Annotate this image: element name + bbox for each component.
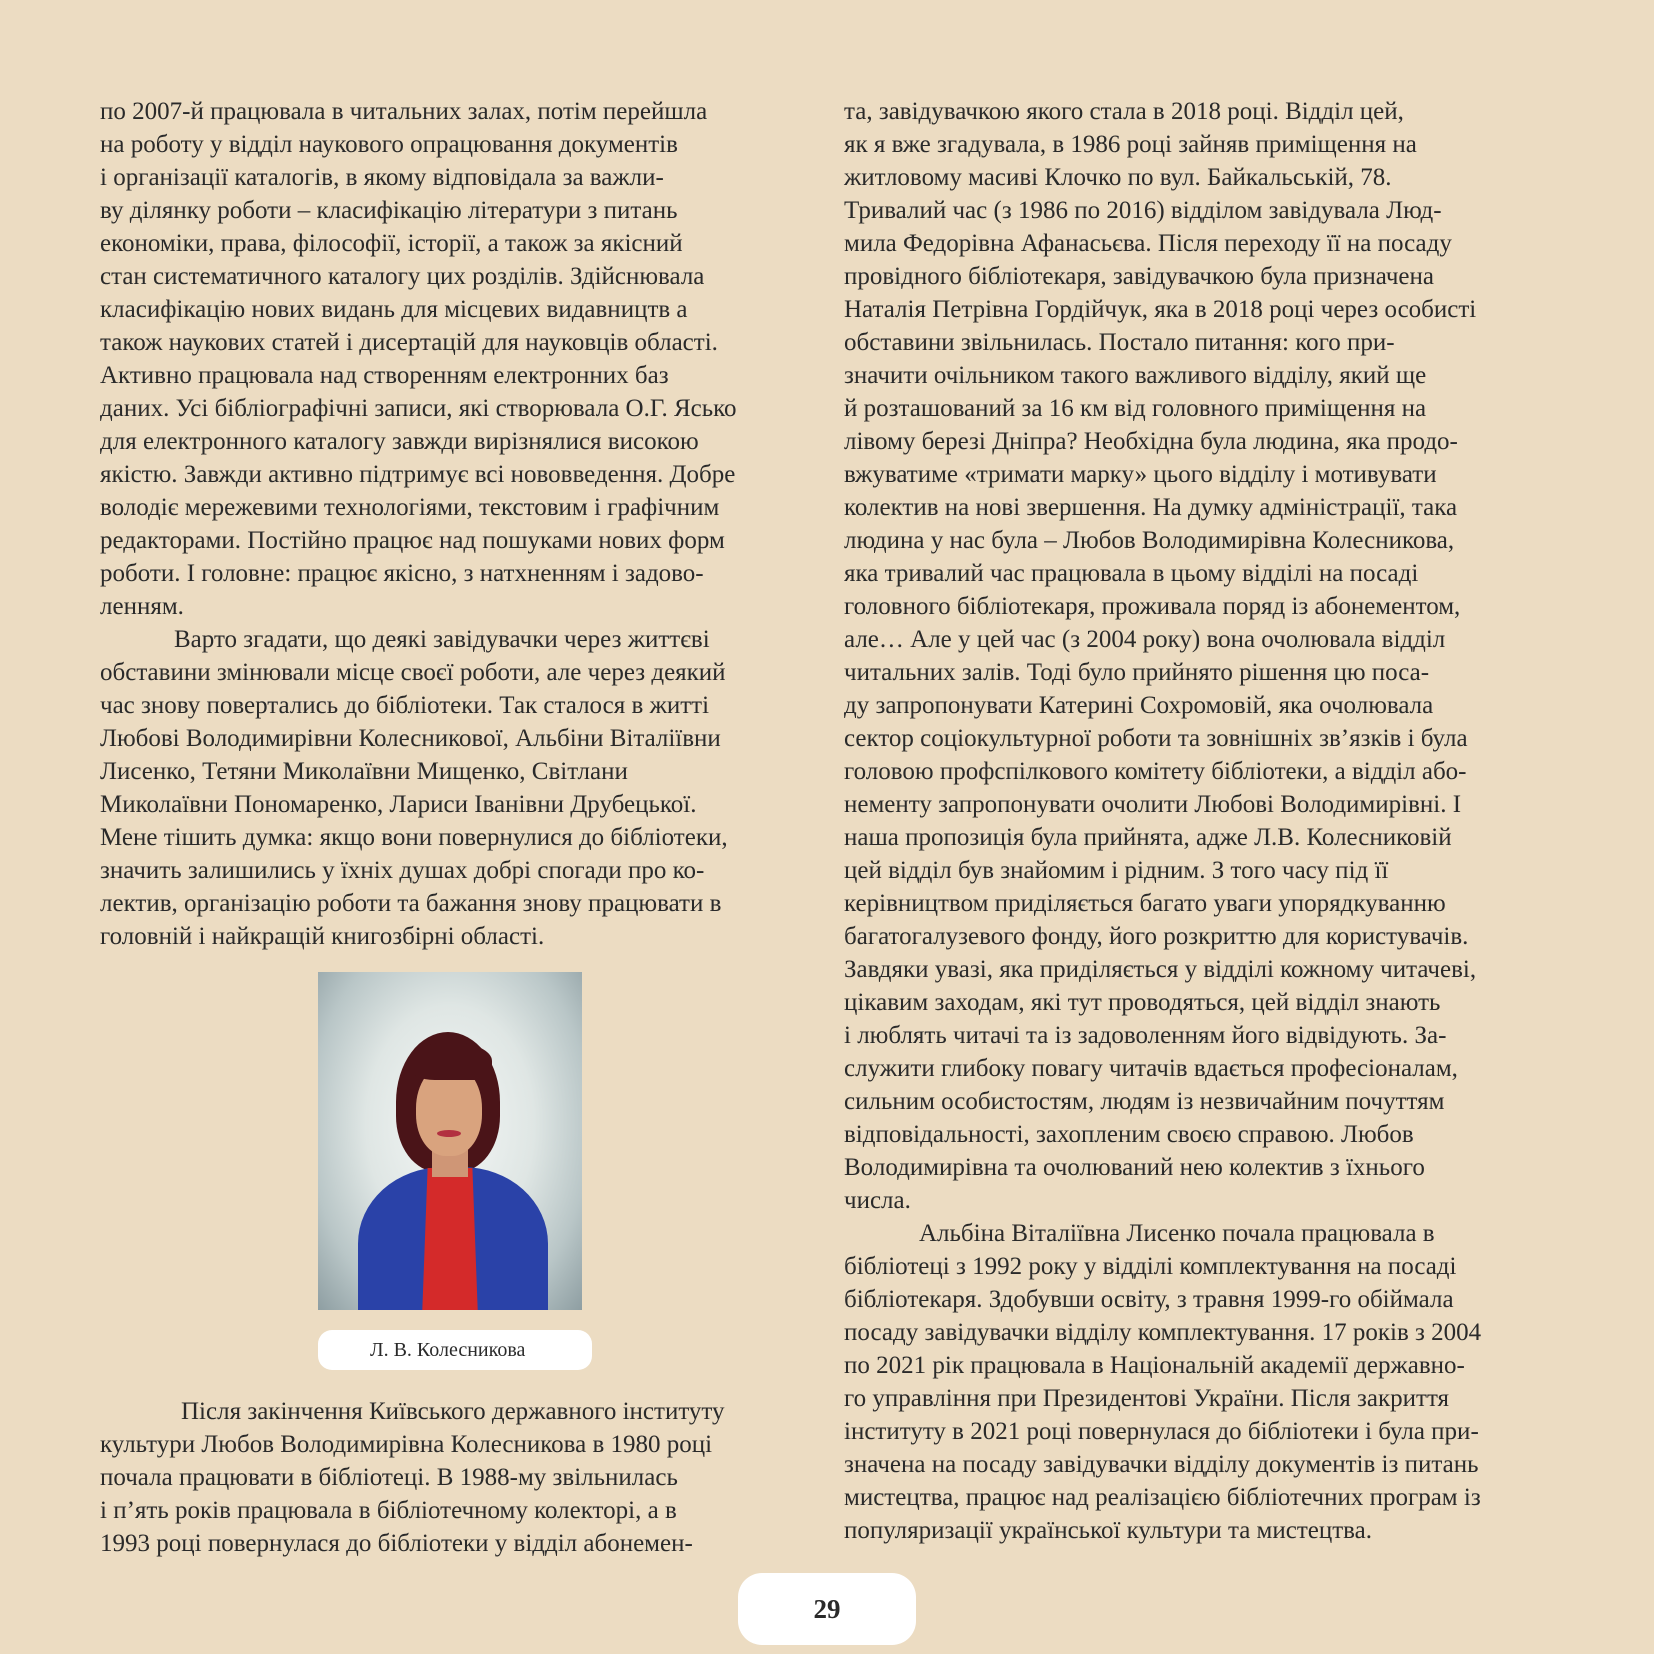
text-line: Альбіна Віталіївна Лисенко почала працювала в — [919, 1220, 1435, 1247]
text-line: і організації каталогів, в якому відповідала за важли- — [100, 164, 664, 191]
text-line: посаду завідувачки відділу комплектування. 17 років з 2004 — [844, 1319, 1482, 1346]
photo-lips — [437, 1130, 461, 1137]
text-line: Варто згадати, що деякі завідувачки через життєві — [174, 626, 710, 653]
text-line: яка тривалий час працювала в цьому відділі на посаді — [844, 560, 1419, 587]
photo-red-top — [422, 1168, 478, 1310]
text-line: бібліотекаря. Здобувши освіту, з травня 1999-го обіймала — [844, 1286, 1454, 1313]
text-line: і п’ять років працювала в бібліотечному колекторі, а в — [100, 1497, 677, 1524]
text-line: лектив, організацію роботи та бажання знову працювати в — [100, 890, 722, 917]
text-line: володіє мережевими технологіями, текстовим і графічним — [100, 494, 720, 521]
text-line: людина у нас була – Любов Володимирівна Колесникова, — [844, 527, 1455, 554]
text-line: почала працювати в бібліотеці. В 1988-му звільнилась — [100, 1464, 678, 1491]
text-line: цікавим заходам, які тут проводяться, цей відділ знають — [844, 989, 1441, 1016]
text-line: мистецтва, працює над реалізацією бібліотечних програм із — [844, 1484, 1481, 1511]
text-line: час знову повертались до бібліотеки. Так сталося в житті — [100, 692, 710, 719]
text-line: вжуватиме «тримати марку» цього відділу і мотивувати — [844, 461, 1437, 488]
text-line: економіки, права, філософії, історії, а також за якісний — [100, 230, 683, 257]
text-line: мила Федорівна Афанасьєва. Після переходу її на посаду — [844, 230, 1452, 257]
text-line: редакторами. Постійно працює над пошуками нових форм — [100, 527, 725, 554]
text-line: Мене тішить думка: якщо вони повернулися до бібліотеки, — [100, 824, 728, 851]
text-line: цей відділ був знайомим і рідним. З того часу під її — [844, 857, 1389, 884]
text-line: числа. — [844, 1187, 911, 1214]
text-line: по 2007-й працювала в читальних залах, потім перейшла — [100, 98, 708, 125]
text-line: ду запропонувати Катерині Сохромовій, яка очолювала — [844, 692, 1434, 719]
text-line: відповідальності, захопленим своєю справою. Любов — [844, 1121, 1414, 1148]
text-line: Лисенко, Тетяни Миколаївни Мищенко, Світлани — [100, 758, 628, 785]
photo-fringe — [410, 1042, 492, 1080]
text-line: колектив на нові звершення. На думку адміністрації, така — [844, 494, 1458, 521]
text-line: для електронного каталогу завжди вирізнялися високою — [100, 428, 699, 455]
text-line: ву ділянку роботи – класифікацію літератури з питань — [100, 197, 678, 224]
text-line: значити очільником такого важливого відділу, який ще — [844, 362, 1427, 389]
text-line: Активно працювала над створенням електронних баз — [100, 362, 669, 389]
text-line: нементу запропонувати очолити Любові Володимирівні. І — [844, 791, 1462, 818]
text-line: як я вже згадувала, в 1986 році зайняв приміщення на — [844, 131, 1417, 158]
text-line: і люблять читачі та із задоволенням його відвідують. За- — [844, 1022, 1447, 1049]
text-line: Миколаївни Пономаренко, Лариси Іванівни Друбецької. — [100, 791, 697, 818]
text-line: головній і найкращій книгозбірні області. — [100, 923, 545, 950]
text-line: даних. Усі бібліографічні записи, які створювала О.Г. Ясько — [100, 395, 737, 422]
text-line: якістю. Завжди активно підтримує всі нововведення. Добре — [100, 461, 736, 488]
text-line: значена на посаду завідувачки відділу документів із питань — [844, 1451, 1479, 1478]
photo-caption: Л. В. Колесникова — [318, 1330, 592, 1370]
text-line: Наталія Петрівна Гордійчук, яка в 2018 році через особисті — [844, 296, 1477, 323]
text-line: читальних залів. Тоді було прийнято рішення цю поса- — [844, 659, 1430, 686]
text-line: але… Але у цей час (з 2004 року) вона очолювала відділ — [844, 626, 1446, 653]
text-line: на роботу у відділ наукового опрацювання документів — [100, 131, 678, 158]
text-line: Після закінчення Київського державного інституту — [181, 1398, 725, 1425]
text-line: Володимирівна та очолюваний нею колектив з їхнього — [844, 1154, 1425, 1181]
text-line: також наукових статей і дисертацій для науковців області. — [100, 329, 718, 356]
text-line: сектор соціокультурної роботи та зовнішніх зв’язків і була — [844, 725, 1468, 752]
text-line: та, завідувачкою якого стала в 2018 році. Відділ цей, — [844, 98, 1404, 125]
text-line: Завдяки увазі, яка приділяється у відділі кожному читачеві, — [844, 956, 1477, 983]
text-line: обставини звільнилась. Постало питання: кого при- — [844, 329, 1395, 356]
page-number: 29 — [738, 1573, 916, 1645]
text-line: ленням. — [100, 593, 184, 620]
portrait-photo — [318, 972, 582, 1310]
text-line: провідного бібліотекаря, завідувачкою була призначена — [844, 263, 1434, 290]
text-line: стан систематичного каталогу цих розділів. Здійснювала — [100, 263, 705, 290]
text-line: значить залишились у їхніх душах добрі спогади про ко- — [100, 857, 705, 884]
text-line: інституту в 2021 році повернулася до бібліотеки і була при- — [844, 1418, 1479, 1445]
text-line: сильним особистостям, людям із незвичайним почуттям — [844, 1088, 1445, 1115]
text-line: обставини змінювали місце своєї роботи, але через деякий — [100, 659, 726, 686]
text-line: наша пропозиція була прийнята, адже Л.В. Колесниковій — [844, 824, 1452, 851]
text-line: й розташований за 16 км від головного приміщення на — [844, 395, 1427, 422]
text-line: житловому масиві Клочко по вул. Байкальській, 78. — [844, 164, 1392, 191]
text-line: багатогалузевого фонду, його розкриттю для користувачів. — [844, 923, 1469, 950]
text-line: популяризації української культури та мистецтва. — [844, 1517, 1373, 1544]
text-line: Любові Володимирівни Колесникової, Альбіни Віталіївни — [100, 725, 721, 752]
text-line: роботи. І головне: працює якісно, з натхненням і задово- — [100, 560, 704, 587]
text-line: лівому березі Дніпра? Необхідна була людина, яка продо- — [844, 428, 1458, 455]
text-line: головою профспілкового комітету бібліотеки, а відділ або- — [844, 758, 1467, 785]
text-line: служити глибоку повагу читачів вдається професіоналам, — [844, 1055, 1458, 1082]
text-line: го управління при Президентові України. Після закриття — [844, 1385, 1450, 1412]
text-line: по 2021 рік працювала в Національній академії державно- — [844, 1352, 1465, 1379]
text-line: 1993 році повернулася до бібліотеки у відділ абонемен- — [100, 1530, 693, 1557]
text-line: культури Любов Володимирівна Колесникова в 1980 році — [100, 1431, 713, 1458]
text-line: керівництвом приділяється багато уваги упорядкуванню — [844, 890, 1446, 917]
text-line: бібліотеці з 1992 року у відділі комплектування на посаді — [844, 1253, 1457, 1280]
text-line: класифікацію нових видань для місцевих видавництв а — [100, 296, 688, 323]
text-line: Тривалий час (з 1986 по 2016) відділом завідувала Люд- — [844, 197, 1442, 224]
text-line: головного бібліотекаря, проживала поряд із абонементом, — [844, 593, 1461, 620]
